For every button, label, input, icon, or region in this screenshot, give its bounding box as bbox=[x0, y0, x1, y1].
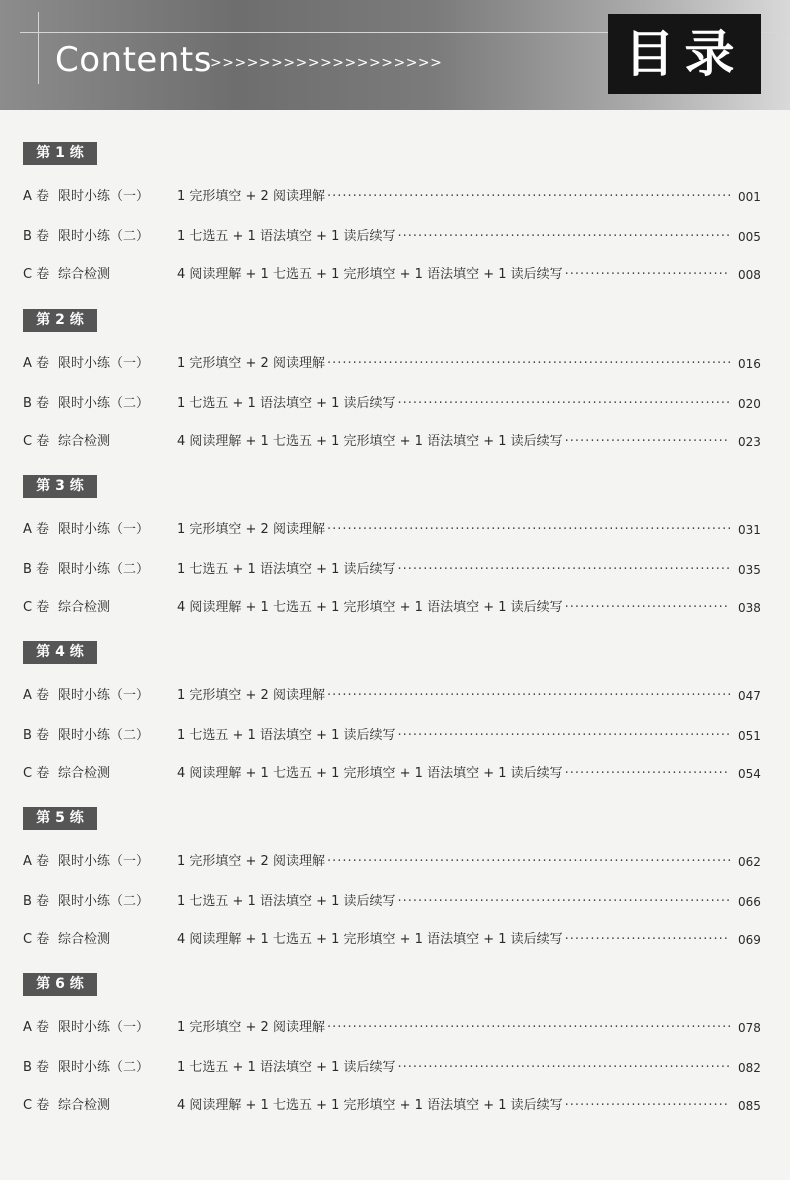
entry-content: 1 完形填空 + 2 阅读理解 ····· bbox=[177, 519, 730, 541]
page-number: 047 bbox=[738, 689, 761, 703]
header-rule-vertical bbox=[38, 12, 39, 84]
entry-content: 1 完形填空 + 2 阅读理解 ····· bbox=[177, 685, 730, 707]
toc-entry[interactable] bbox=[0, 1017, 790, 1039]
section-6 bbox=[0, 973, 790, 1133]
volume-label: C 卷 bbox=[23, 932, 50, 947]
volume-label: A 卷 bbox=[23, 356, 50, 371]
toc-entry[interactable] bbox=[0, 393, 790, 415]
section-label: 第 6 练 bbox=[23, 973, 97, 996]
volume-label: A 卷 bbox=[23, 688, 50, 703]
section-5 bbox=[0, 807, 790, 967]
toc-entry[interactable] bbox=[0, 763, 790, 785]
volume-label: B 卷 bbox=[23, 1060, 50, 1075]
page-number: 001 bbox=[738, 190, 761, 204]
practice-type: 限时小练（一） bbox=[58, 522, 150, 537]
page-number: 054 bbox=[738, 767, 761, 781]
section-4 bbox=[0, 641, 790, 801]
page-number: 062 bbox=[738, 855, 761, 869]
arrow-decoration: >>>>>>>>>>>>>>>>>>> bbox=[210, 55, 443, 71]
toc-entry[interactable] bbox=[0, 929, 790, 951]
volume-label: C 卷 bbox=[23, 766, 50, 781]
practice-type: 综合检测 bbox=[58, 932, 111, 947]
entry-content: 1 完形填空 + 2 阅读理解 ····· bbox=[177, 353, 730, 375]
practice-type: 限时小练（二） bbox=[58, 229, 150, 244]
practice-type: 限时小练（一） bbox=[58, 356, 150, 371]
volume-label: B 卷 bbox=[23, 562, 50, 577]
toc-entry[interactable] bbox=[0, 226, 790, 248]
volume-label: A 卷 bbox=[23, 189, 50, 204]
toc-title-badge: 目录 bbox=[608, 14, 761, 94]
volume-label: B 卷 bbox=[23, 229, 50, 244]
volume-label: C 卷 bbox=[23, 267, 50, 282]
toc-entry[interactable] bbox=[0, 725, 790, 747]
page-number: 082 bbox=[738, 1061, 761, 1075]
entry-content: 1 完形填空 + 2 阅读理解 ····· bbox=[177, 851, 730, 873]
page-number: 008 bbox=[738, 268, 761, 282]
section-2 bbox=[0, 309, 790, 469]
practice-type: 综合检测 bbox=[58, 600, 111, 615]
practice-type: 综合检测 bbox=[58, 267, 111, 282]
page-number: 023 bbox=[738, 435, 761, 449]
page-number: 005 bbox=[738, 230, 761, 244]
volume-label: A 卷 bbox=[23, 1020, 50, 1035]
entry-content: 1 七选五 + 1 语法填空 + 1 读后续写 ····· bbox=[177, 891, 730, 913]
entry-content: 4 阅读理解 + 1 七选五 + 1 完形填空 + 1 语法填空 + 1 读后续写 ····· bbox=[177, 763, 730, 785]
section-label: 第 4 练 bbox=[23, 641, 97, 664]
volume-label: B 卷 bbox=[23, 894, 50, 909]
entry-content: 1 七选五 + 1 语法填空 + 1 读后续写 ····· bbox=[177, 226, 730, 248]
toc-entry[interactable] bbox=[0, 1095, 790, 1117]
entry-content: 1 七选五 + 1 语法填空 + 1 读后续写 ····· bbox=[177, 559, 730, 581]
page-number: 066 bbox=[738, 895, 761, 909]
section-label: 第 3 练 bbox=[23, 475, 97, 498]
page-number: 078 bbox=[738, 1021, 761, 1035]
volume-label: C 卷 bbox=[23, 434, 50, 449]
practice-type: 限时小练（二） bbox=[58, 894, 150, 909]
entry-content: 1 七选五 + 1 语法填空 + 1 读后续写 ····· bbox=[177, 1057, 730, 1079]
volume-label: A 卷 bbox=[23, 522, 50, 537]
entry-content: 4 阅读理解 + 1 七选五 + 1 完形填空 + 1 语法填空 + 1 读后续写 ····· bbox=[177, 431, 730, 453]
section-1 bbox=[0, 142, 790, 302]
volume-label: B 卷 bbox=[23, 396, 50, 411]
page-number: 085 bbox=[738, 1099, 761, 1113]
entry-content: 4 阅读理解 + 1 七选五 + 1 完形填空 + 1 语法填空 + 1 读后续写 ····· bbox=[177, 597, 730, 619]
entry-content: 4 阅读理解 + 1 七选五 + 1 完形填空 + 1 语法填空 + 1 读后续写 ····· bbox=[177, 264, 730, 286]
toc-entry[interactable] bbox=[0, 431, 790, 453]
page-number: 051 bbox=[738, 729, 761, 743]
volume-label: C 卷 bbox=[23, 600, 50, 615]
practice-type: 综合检测 bbox=[58, 1098, 111, 1113]
practice-type: 限时小练（二） bbox=[58, 1060, 150, 1075]
page-number: 038 bbox=[738, 601, 761, 615]
contents-header bbox=[0, 0, 790, 110]
toc-entry[interactable] bbox=[0, 519, 790, 541]
entry-content: 1 七选五 + 1 语法填空 + 1 读后续写 ····· bbox=[177, 393, 730, 415]
practice-type: 限时小练（二） bbox=[58, 728, 150, 743]
toc-entry[interactable] bbox=[0, 186, 790, 208]
toc-entry[interactable] bbox=[0, 353, 790, 375]
section-label: 第 2 练 bbox=[23, 309, 97, 332]
page-number: 069 bbox=[738, 933, 761, 947]
toc-entry[interactable] bbox=[0, 851, 790, 873]
volume-label: B 卷 bbox=[23, 728, 50, 743]
entry-content: 4 阅读理解 + 1 七选五 + 1 完形填空 + 1 语法填空 + 1 读后续写 ····· bbox=[177, 929, 730, 951]
toc-entry[interactable] bbox=[0, 597, 790, 619]
page-number: 031 bbox=[738, 523, 761, 537]
practice-type: 限时小练（一） bbox=[58, 189, 150, 204]
practice-type: 限时小练（一） bbox=[58, 854, 150, 869]
practice-type: 限时小练（二） bbox=[58, 396, 150, 411]
volume-label: A 卷 bbox=[23, 854, 50, 869]
page-number: 020 bbox=[738, 397, 761, 411]
practice-type: 综合检测 bbox=[58, 434, 111, 449]
entry-content: 1 完形填空 + 2 阅读理解 ····· bbox=[177, 1017, 730, 1039]
practice-type: 限时小练（一） bbox=[58, 1020, 150, 1035]
toc-entry[interactable] bbox=[0, 559, 790, 581]
page-number: 035 bbox=[738, 563, 761, 577]
toc-entry[interactable] bbox=[0, 264, 790, 286]
toc-entry[interactable] bbox=[0, 1057, 790, 1079]
section-3 bbox=[0, 475, 790, 635]
practice-type: 限时小练（二） bbox=[58, 562, 150, 577]
page-number: 016 bbox=[738, 357, 761, 371]
practice-type: 综合检测 bbox=[58, 766, 111, 781]
entry-content: 1 七选五 + 1 语法填空 + 1 读后续写 ····· bbox=[177, 725, 730, 747]
volume-label: C 卷 bbox=[23, 1098, 50, 1113]
section-label: 第 1 练 bbox=[23, 142, 97, 165]
entry-content: 4 阅读理解 + 1 七选五 + 1 完形填空 + 1 语法填空 + 1 读后续写 ····· bbox=[177, 1095, 730, 1117]
toc-entry[interactable] bbox=[0, 891, 790, 913]
toc-entry[interactable] bbox=[0, 685, 790, 707]
section-label: 第 5 练 bbox=[23, 807, 97, 830]
practice-type: 限时小练（一） bbox=[58, 688, 150, 703]
entry-content: 1 完形填空 + 2 阅读理解 ····· bbox=[177, 186, 730, 208]
contents-title: Contents bbox=[55, 40, 212, 80]
